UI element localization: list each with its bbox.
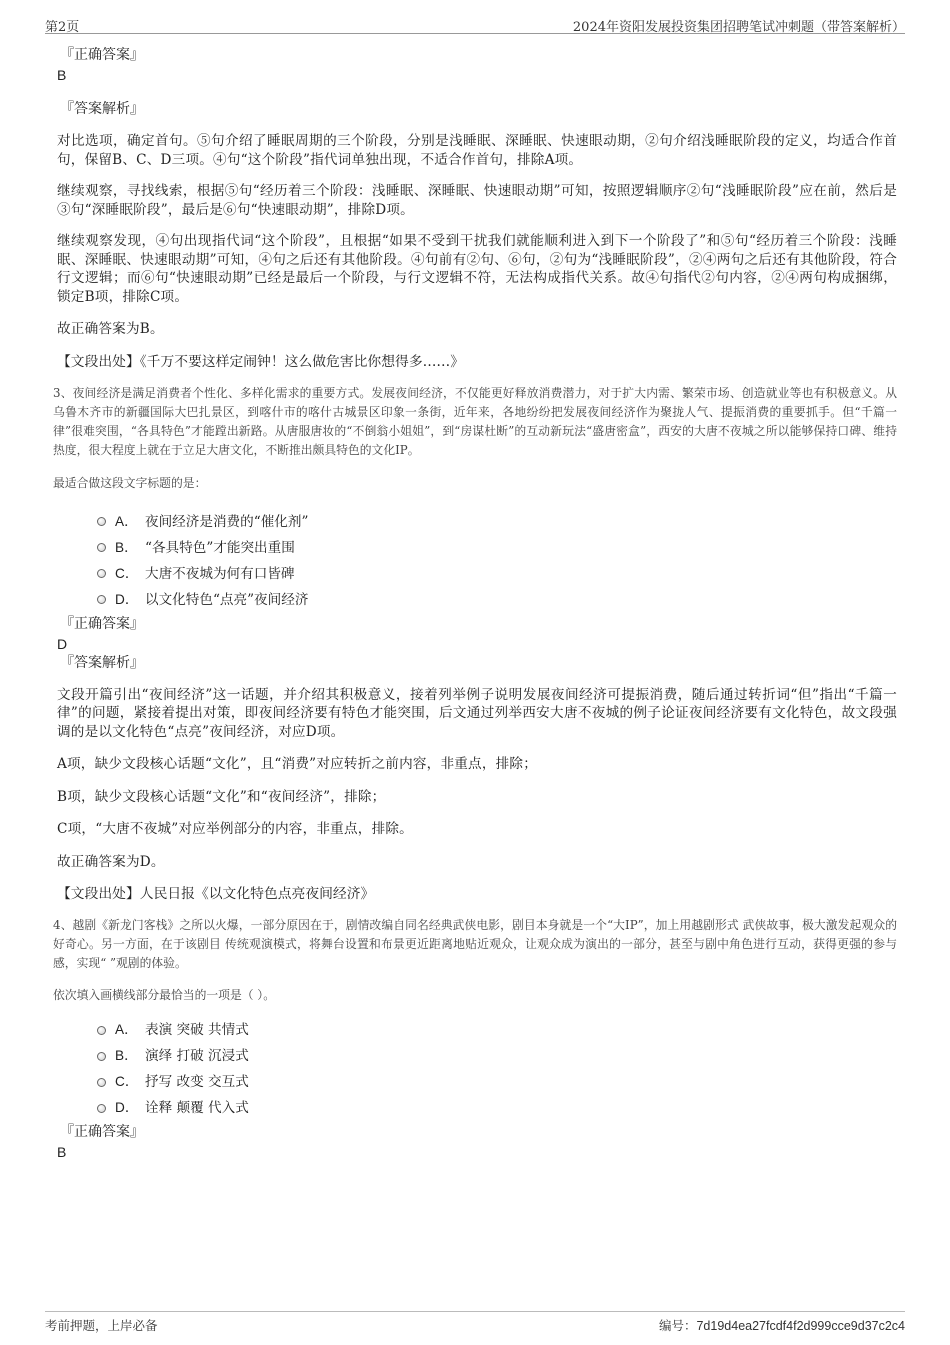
q4-options	[97, 1015, 897, 1119]
q3-option-b[interactable]: B． “各具特色”才能突出重围	[97, 533, 897, 559]
q3-prompt: 最适合做这段文字标题的是：	[53, 475, 207, 490]
q2-analysis-p2: 继续观察，寻找线索，根据⑤句“经历着三个阶段：浅睡眠、深睡眠、快速眼动期”可知，按照逻辑顺序②句“浅睡眠阶段”应在前，然后是③句“深睡眠阶段”，最后是⑥句“快速眼动期”，排除D项。	[57, 183, 897, 218]
q3-answer-label: 『正确答案』	[60, 615, 144, 632]
document-title: 2024年资阳发展投资集团招聘笔试冲刺题（带答案解析）	[572, 20, 905, 35]
q4-option-a[interactable]: A． 表演 突破 共情式	[97, 1015, 897, 1041]
q4-option-b[interactable]: B． 演绎 打破 沉浸式	[97, 1041, 897, 1067]
page-number: 第2页	[45, 20, 80, 35]
q4-answer: B	[57, 1144, 67, 1160]
q3-answer: D	[57, 635, 68, 652]
q3-option-a[interactable]: A． 夜间经济是消费的“催化剂”	[97, 507, 897, 533]
footer-slogan: 考前押题，上岸必备	[45, 1318, 158, 1333]
q2-analysis-p3: 继续观察发现，④句出现指代词“这个阶段”，且根据“如果不受到干扰我们就能顺利进入到下一个阶段了”和⑤句“经历着三个阶段：浅睡眠、深睡眠、快速眼动期”可知，④句之后还有其他阶段。④句前有②句、⑥句，②句为“浅睡眠阶段”，②④两句之后还有其他阶段，符合行文逻辑；而⑥句“快速眼动期”已经是最后一个阶段，与行文逻辑不符，无法构成指代关系。故④句指代②句内容，②④两句构成捆绑，锁定B项，排除C项。	[57, 233, 897, 305]
radio-icon[interactable]	[97, 517, 106, 526]
document-id: 编号：7d19d4ea27fcdf4f2d999cce9d37c2c4	[658, 1319, 905, 1333]
radio-icon[interactable]	[97, 1026, 106, 1035]
radio-icon[interactable]	[97, 595, 106, 604]
q2-analysis-p1: 对比选项，确定首句。⑤句介绍了睡眠周期的三个阶段，分别是浅睡眠、深睡眠、快速眼动期，②句介绍浅睡眠阶段的定义，均适合作首句，保留B、C、D三项。④句“这个阶段”指代词单独出现，不适合作首句，排除A项。	[57, 133, 897, 168]
q3-option-c[interactable]: C． 大唐不夜城为何有口皆碑	[97, 559, 897, 585]
q4-option-c[interactable]: C． 抒写 改变 交互式	[97, 1067, 897, 1093]
q2-answer: B	[57, 67, 67, 83]
q3-source: 【文段出处】人民日报《以文化特色点亮夜间经济》	[57, 886, 375, 902]
radio-icon[interactable]	[97, 1078, 106, 1087]
q2-analysis-label: 『答案解析』	[60, 101, 144, 117]
q4-option-d[interactable]: D． 诠释 颠覆 代入式	[97, 1093, 897, 1119]
q3-analysis-b: B项，缺少文段核心话题“文化”和“夜间经济”，排除；	[57, 788, 386, 805]
page-footer	[45, 1311, 905, 1333]
page-header	[45, 14, 905, 34]
q3-analysis-label: 『答案解析』	[60, 654, 144, 671]
q4-prompt: 依次填入画横线部分最恰当的一项是（ ）。	[53, 988, 275, 1002]
q4-stem: 4、越剧《新龙门客栈》之所以火爆，一部分原因在于，剧情改编自同名经典武侠电影，剧目本身就是一个“大IP”，加上用越剧形式 武侠故事，极大激发起观众的好奇心。另一方面，在于该剧目 传统观演模式，将舞台设置和布景更近距离地贴近观众，让观众成为演出的一部分，甚至与剧中角色进行互动，获得更强的参与感，实现“ ”观剧的体验。	[53, 918, 897, 970]
radio-icon[interactable]	[97, 1104, 106, 1113]
q3-analysis-p1: 文段开篇引出“夜间经济”这一话题，并介绍其积极意义，接着列举例子说明发展夜间经济可提振消费，随后通过转折词“但”指出“千篇一律”的问题，紧接着提出对策，即夜间经济要有特色才能突围，后文通过列举西安大唐不夜城的例子论证夜间经济要有文化特色，故文段强调的是以文化特色“点亮”夜间经济，对应D项。	[57, 686, 897, 740]
page-content	[53, 46, 897, 1161]
radio-icon[interactable]	[97, 1052, 106, 1061]
q2-source: 【文段出处】《千万不要这样定闹钟！这么做危害比你想得多……》	[57, 353, 465, 370]
radio-icon[interactable]	[97, 569, 106, 578]
q2-conclusion: 故正确答案为B。	[57, 321, 164, 337]
q3-option-d[interactable]: D． 以文化特色“点亮”夜间经济	[97, 585, 897, 611]
q3-conclusion: 故正确答案为D。	[57, 853, 165, 870]
q2-answer-label: 『正确答案』	[60, 47, 144, 63]
q3-analysis-a: A项，缺少文段核心话题“文化”，且“消费”对应转折之前内容，非重点，排除；	[57, 756, 538, 772]
radio-icon[interactable]	[97, 543, 106, 552]
q3-options	[97, 507, 897, 611]
q4-answer-label: 『正确答案』	[60, 1124, 144, 1140]
q3-analysis-c: C项，“大唐不夜城”对应举例部分的内容，非重点，排除。	[57, 821, 413, 837]
q3-stem: 3、夜间经济是满足消费者个性化、多样化需求的重要方式。发展夜间经济，不仅能更好释放消费潜力，对于扩大内需、繁荣市场、创造就业等也有积极意义。从乌鲁木齐市的新疆国际大巴扎景区，到喀什市的喀什古城景区印象一条街，近年来，各地纷纷把发展夜间经济作为聚拢人气、提振消费的重要抓手。但“千篇一律”很难突围，“各具特色”才能蹚出新路。从唐服唐妆的“不倒翁小姐姐”，到“房谋杜断”的互动新玩法“盛唐密盒”，西安的大唐不夜城之所以能够保持口碑、维持热度，很大程度上就在于立足大唐文化，不断推出颇具特色的文化IP。	[53, 385, 897, 457]
